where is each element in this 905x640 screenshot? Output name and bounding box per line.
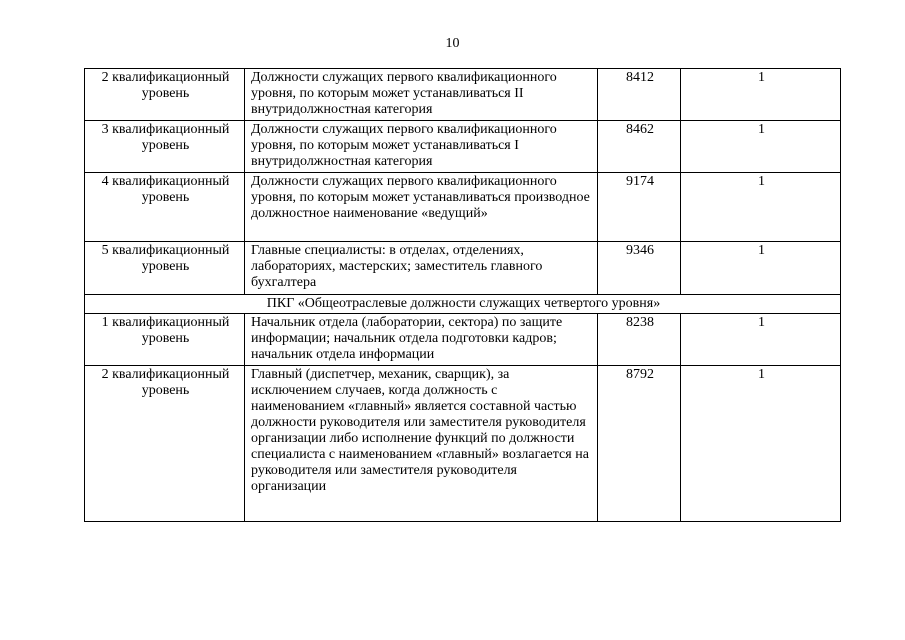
position-description-cell: Должности служащих первого квалификационного уровня, по которым может устанавливаться II внутридолжностная категория (245, 69, 598, 121)
coefficient-cell: 1 (681, 121, 841, 173)
table-row (85, 242, 841, 295)
salary-value-cell: 9346 (598, 242, 681, 295)
qualification-level-cell: 2 квалификационный уровень (85, 69, 245, 121)
qualification-level-cell: 2 квалификационный уровень (85, 366, 245, 522)
table-row (85, 366, 841, 522)
qualification-level-cell: 3 квалификационный уровень (85, 121, 245, 173)
group-header: ПКГ «Общеотраслевые должности служащих четвертого уровня» (85, 295, 841, 314)
qualification-level-cell: 1 квалификационный уровень (85, 314, 245, 366)
table-row (85, 173, 841, 242)
group-header-row (85, 295, 841, 314)
coefficient-cell: 1 (681, 314, 841, 366)
qualification-level-cell: 4 квалификационный уровень (85, 173, 245, 242)
position-description-cell: Должности служащих первого квалификационного уровня, по которым может устанавливаться производное должностное наименование «ведущий» (245, 173, 598, 242)
page-number: 10 (445, 36, 460, 51)
coefficient-cell: 1 (681, 173, 841, 242)
qualification-table (84, 68, 841, 522)
salary-value-cell: 8238 (598, 314, 681, 366)
coefficient-cell: 1 (681, 366, 841, 522)
salary-value-cell: 8412 (598, 69, 681, 121)
position-description-cell: Главные специалисты: в отделах, отделениях, лабораториях, мастерских; заместитель главного бухгалтера (245, 242, 598, 295)
coefficient-cell: 1 (681, 242, 841, 295)
salary-value-cell: 8792 (598, 366, 681, 522)
salary-value-cell: 9174 (598, 173, 681, 242)
position-description-cell: Начальник отдела (лаборатории, сектора) по защите информации; начальник отдела подготовки кадров; начальник отдела информации (245, 314, 598, 366)
qualification-level-cell: 5 квалификационный уровень (85, 242, 245, 295)
salary-value-cell: 8462 (598, 121, 681, 173)
table-row (85, 69, 841, 121)
table-row (85, 314, 841, 366)
table-row (85, 121, 841, 173)
position-description-cell: Должности служащих первого квалификационного уровня, по которым может устанавливаться I внутридолжностная категория (245, 121, 598, 173)
coefficient-cell: 1 (681, 69, 841, 121)
position-description-cell: Главный (диспетчер, механик, сварщик), за исключением случаев, когда должность с наименованием «главный» является составной частью должности руководителя или заместителя руководителя организации либо исполнение функций по должности специалиста с наименованием «главный» возлагается на руководителя или заместителя руководителя организации (245, 366, 598, 522)
